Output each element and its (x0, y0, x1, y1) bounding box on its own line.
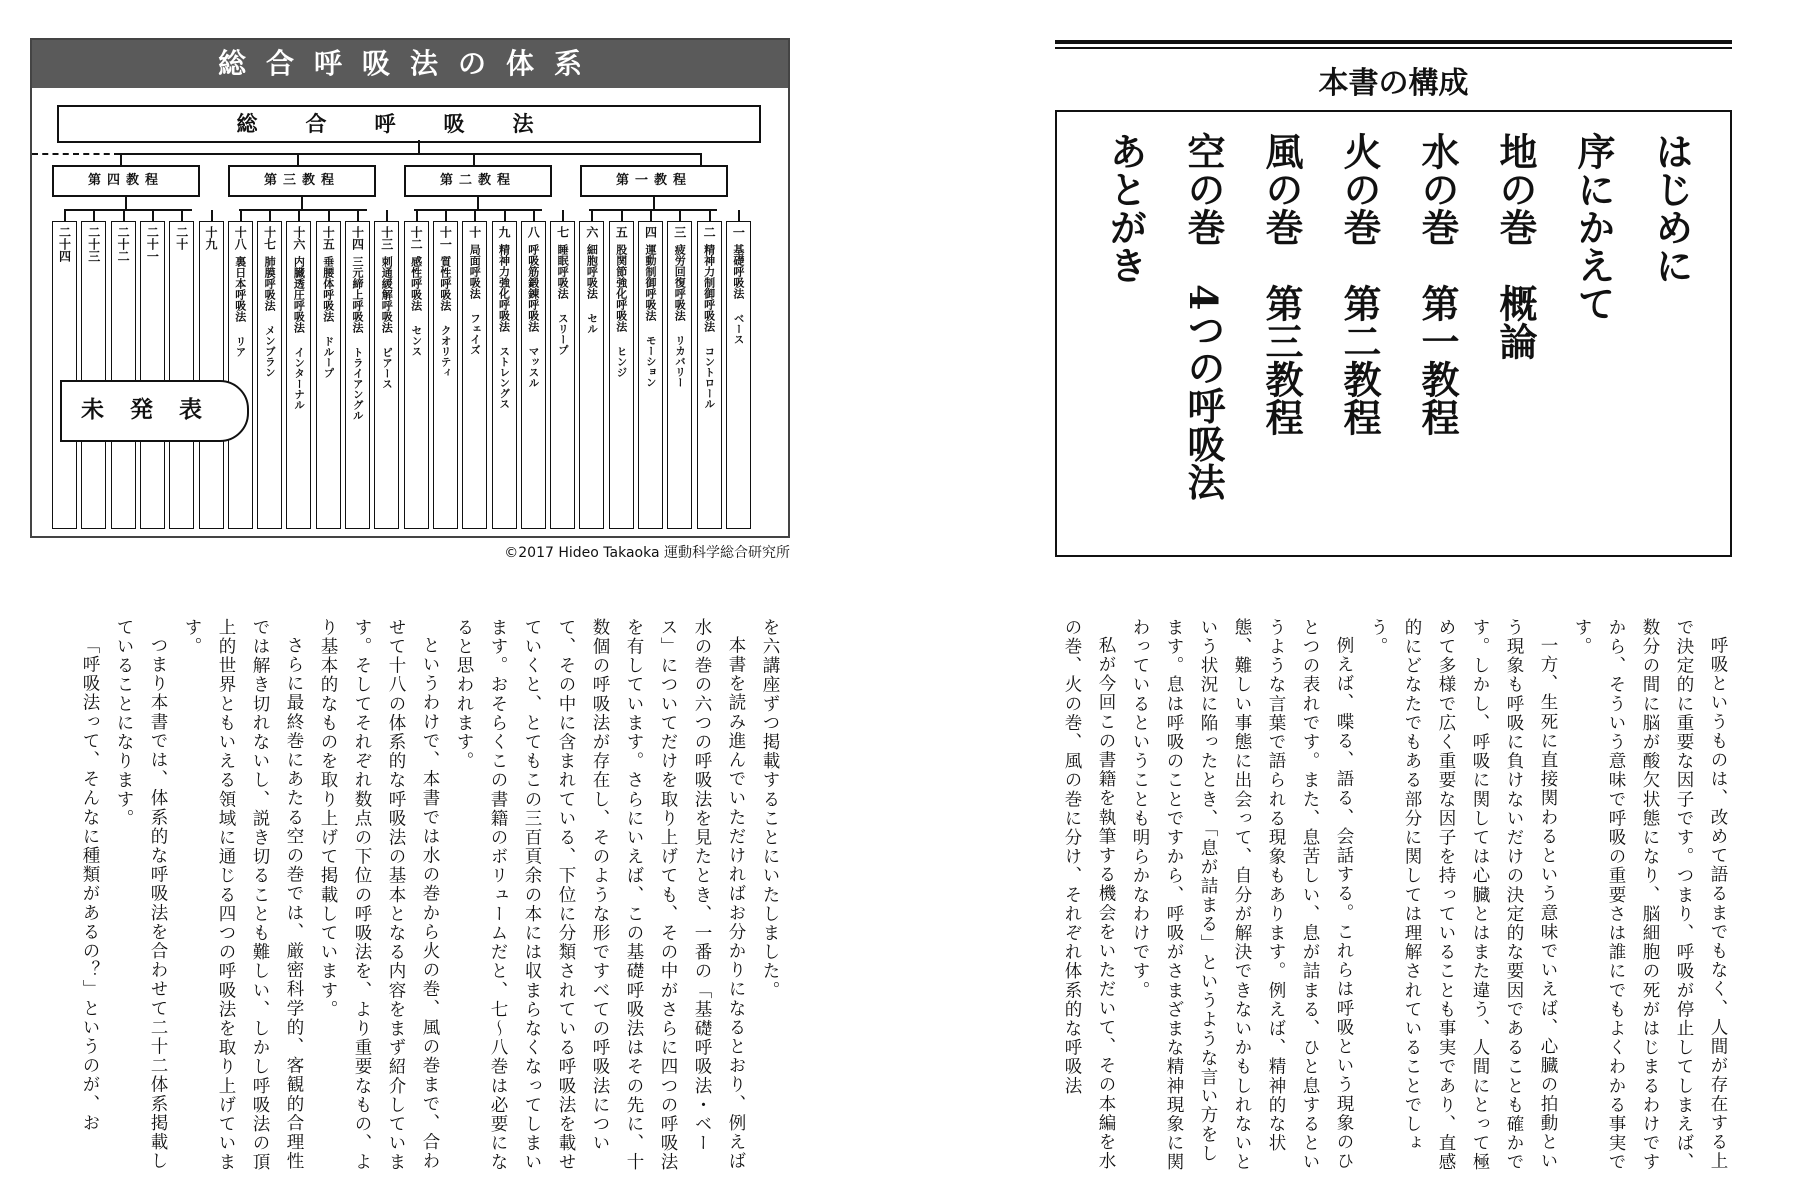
column-method-name: 睡眠呼吸法 (556, 244, 570, 299)
column-method-kana: メンブラン (263, 325, 276, 378)
method-column (726, 221, 751, 529)
method-column (257, 221, 282, 529)
column-method-kana: フェイズ (468, 313, 481, 355)
right-body-text (995, 618, 1735, 1178)
method-column (521, 221, 546, 529)
root-node: 総合呼吸法 (57, 105, 761, 143)
composition-box (1055, 110, 1732, 557)
method-column (374, 221, 399, 529)
method-column (492, 221, 517, 529)
column-tick (591, 210, 593, 222)
column-method-name: 呼吸筋鍛錬呼吸法 (526, 244, 540, 332)
column-method-kana: リア (234, 336, 247, 357)
column-number: 六 (584, 226, 599, 238)
paragraph: 例えば、喋る、語る、会話する。これらは呼吸という現象のひとつの表れです。また、息苦しい、息が詰まる、ひと息するというような言葉で語られる現象もあります。例えば、精神的な状態、難しい事態に出会って、自分が解決できないかもしれないという状況に陥ったとき、「息が詰まる」というような言い方をします。息は呼吸のことですから、呼吸がさまざまな精神現象に関わっているということも明らかなわけです。 (1130, 618, 1354, 1172)
column-tick (386, 210, 388, 222)
column-tick (562, 210, 564, 222)
column-method-kana: ヒンジ (615, 346, 628, 378)
column-method-kana: クオリティ (439, 325, 452, 378)
column-number: 一 (731, 226, 746, 238)
branch-level2: 第二教程 (404, 165, 552, 197)
column-tick (357, 210, 359, 222)
column-tick (504, 210, 506, 222)
column-tick (328, 210, 330, 222)
column-number: 十八 (233, 226, 248, 250)
method-column (609, 221, 634, 529)
column-number: 二十一 (145, 226, 160, 262)
branch-level1: 第一教程 (580, 165, 728, 197)
method-column (52, 221, 77, 529)
method-column (697, 221, 722, 529)
column-number: 十五 (321, 226, 336, 250)
column-number: 八 (526, 226, 541, 238)
column-connector (653, 197, 655, 210)
column-method-kana: リカバリー (674, 335, 687, 388)
column-number: 十七 (262, 226, 277, 250)
column-number: 十一 (438, 226, 453, 250)
column-tick (679, 210, 681, 222)
column-method-name: 精神力強化呼吸法 (497, 244, 511, 332)
column-method-name: 疲労回復呼吸法 (673, 244, 687, 321)
composition-title: 本書の構成 (1318, 66, 1469, 101)
paragraph: さらに最終巻にあたる空の巻では、厳密科学的、客観的合理性では解き切れないし、説き切ることも難しい、しかし呼吸法の頂上的世界ともいえる領域に通じる四つの呼吸法を取り上げています。 (182, 618, 304, 1172)
column-method-name: 局面呼吸法 (468, 244, 482, 299)
column-number: 十六 (291, 226, 306, 250)
column-method-kana: セル (586, 313, 599, 334)
branch-drop (120, 153, 122, 165)
column-method-name: 垂腰体呼吸法 (321, 256, 335, 322)
method-column (579, 221, 604, 529)
top-rule-thin (1055, 47, 1732, 49)
paragraph: 「呼吸法って、そんなに種類があるの？」というのが、お (80, 635, 100, 1133)
column-method-kana: ストレングス (498, 346, 511, 409)
column-tick (533, 210, 535, 222)
system-diagram (30, 38, 790, 538)
unreleased-label: 未発表 (60, 380, 249, 442)
paragraph: というわけで、本書では水の巻から火の巻、風の巻まで、合わせて十八の体系的な呼吸法の基本となる内容をまず紹介しています。そしてそれぞれ数点の下位の呼吸法を、より重要なもの、より基本的なものを取り上げて掲載しています。 (318, 618, 440, 1172)
left-body-text (27, 618, 787, 1178)
paragraph: つまり本書では、体系的な呼吸法を合わせて二十二体系掲載していることになります。 (114, 618, 168, 1171)
method-column (638, 221, 663, 529)
root-connector (418, 140, 420, 154)
column-method-kana: インターナル (293, 347, 306, 410)
column-number: 十三 (379, 226, 394, 250)
column-method-name: 精神力制御呼吸法 (702, 244, 716, 332)
column-method-name: 裏日本呼吸法 (233, 256, 247, 322)
column-method-kana: マッスル (527, 346, 540, 388)
branch-level3: 第三教程 (228, 165, 376, 197)
method-column (81, 221, 106, 529)
column-tick (152, 210, 154, 222)
column-number: 七 (555, 226, 570, 238)
method-column (140, 221, 165, 529)
column-method-name: 細胞呼吸法 (585, 244, 599, 299)
paragraph: を六講座ずつ掲載することにいたしました。 (760, 618, 780, 1000)
method-columns (52, 221, 772, 531)
column-method-name: 運動制御呼吸法 (644, 244, 657, 321)
column-tick (416, 210, 418, 222)
column-connector (477, 197, 479, 210)
method-column (111, 221, 136, 529)
column-tick (298, 210, 300, 222)
column-number: 十 (467, 226, 482, 238)
column-number: 二十 (174, 226, 189, 250)
method-column (199, 221, 224, 529)
composition-list: はじめに 序にかえて 地の巻 概論 水の巻 第一教程 火の巻 第二教程 風の巻 第三教程 空の巻 4つの呼吸法 あとがき (1103, 132, 1694, 501)
column-method-name: 内臓透圧呼吸法 (292, 256, 306, 333)
column-tick (181, 210, 183, 222)
paragraph: 私が今回この書籍を執筆する機会をいただいて、その本編を水の巻、火の巻、風の巻に分け、それぞれ体系的な呼吸法 (1062, 618, 1116, 1171)
column-tick (269, 210, 271, 222)
column-number: 十四 (350, 226, 365, 250)
column-connector (301, 197, 303, 210)
column-tick (445, 210, 447, 222)
paragraph: 本書を読み進んでいただければお分かりになるとおり、例えば水の巻の六つの呼吸法を見たとき、一番の「基礎呼吸法・ベース」についてだけを取り上げても、その中がさらに四つの呼吸法を有しています。さらにいえば、この基礎呼吸法はその先に、十数個の呼吸法が存在し、そのような形ですべての呼吸法について、その中に含まれている、下位に分類されている呼吸法を載せていくと、とてもこの三百頁余の本には収まらなくなってしまいます。おそらくこの書籍のボリュームだと、七～八巻は必要になると思われます。 (454, 618, 746, 1172)
paragraph: 一方、生死に直接関わるという意味でいえば、心臓の拍動という現象も呼吸に負けないだけの決定的な要因であることも確かです。しかし、呼吸に関しては心臓とはまた違う、人間にとって極めて多様で広く重要な因子を持っていることも事実であり、直感的にどなたでもある部分に関しては理解されていることでしょう。 (1368, 618, 1558, 1172)
column-method-name: 質性呼吸法 (438, 256, 452, 311)
column-method-kana: モーション (644, 335, 657, 388)
column-number: 二 (702, 226, 717, 238)
column-tick (738, 210, 740, 222)
column-method-kana: ドループ (322, 336, 335, 378)
column-connector (239, 209, 367, 211)
dashed-connector (32, 153, 120, 155)
column-tick (211, 210, 213, 222)
column-method-kana: スリープ (556, 313, 569, 355)
column-number: 五 (614, 226, 629, 238)
column-number: 二十三 (86, 226, 101, 262)
column-method-kana: ベース (732, 313, 745, 345)
method-column (433, 221, 458, 529)
branch-drop (297, 153, 299, 165)
column-tick (123, 210, 125, 222)
branch-level4: 第四教程 (52, 165, 200, 197)
method-column (404, 221, 429, 529)
diagram-title: 総合呼吸法の体系 (32, 40, 788, 88)
column-method-kana: トライアングル (351, 347, 364, 421)
column-method-kana: コントロール (703, 346, 716, 409)
branch-drop (473, 153, 475, 165)
copyright: ©2017 Hideo Takaoka 運動科学総合研究所 (504, 545, 790, 561)
column-method-kana: センス (410, 325, 423, 357)
method-column (228, 221, 253, 529)
column-number: 十二 (409, 226, 424, 250)
column-number: 十九 (204, 226, 218, 250)
method-column (550, 221, 575, 529)
method-column (667, 221, 692, 529)
method-column (286, 221, 311, 529)
column-tick (240, 210, 242, 222)
column-method-name: 股関節強化呼吸法 (614, 244, 628, 332)
branch-connector (120, 153, 702, 155)
column-tick (64, 210, 66, 222)
column-tick (474, 210, 476, 222)
column-tick (93, 210, 95, 222)
method-column (462, 221, 487, 529)
column-connector (125, 197, 127, 210)
column-tick (650, 210, 652, 222)
column-method-name: 肺膜呼吸法 (263, 256, 277, 311)
column-method-name: 基礎呼吸法 (731, 244, 745, 299)
method-column (316, 221, 341, 529)
column-method-name: 感性呼吸法 (409, 256, 423, 311)
column-method-name: 刺通緩解呼吸法 (380, 256, 394, 333)
column-number: 二十四 (57, 226, 72, 262)
paragraph: 呼吸というものは、改めて語るまでもなく、人間が存在する上で決定的に重要な因子です。つまり、呼吸が停止してしまえば、数分の間に脳が酸欠状態になり、脳細胞の死がはじまるわけですから、そういう意味で呼吸の重要さは誰にでもよくわかる事実です。 (1572, 618, 1728, 1172)
column-number: 三 (672, 226, 687, 238)
column-tick (621, 210, 623, 222)
column-number: 九 (497, 226, 511, 238)
method-column (345, 221, 370, 529)
column-method-kana: ピアース (381, 347, 394, 389)
column-tick (709, 210, 711, 222)
top-rule (1055, 40, 1732, 44)
column-method-name: 三元締上呼吸法 (351, 256, 364, 333)
method-column (169, 221, 194, 529)
column-number: 四 (643, 226, 658, 238)
column-connector (64, 209, 192, 211)
column-number: 二十二 (116, 226, 131, 262)
branch-drop (700, 153, 702, 165)
